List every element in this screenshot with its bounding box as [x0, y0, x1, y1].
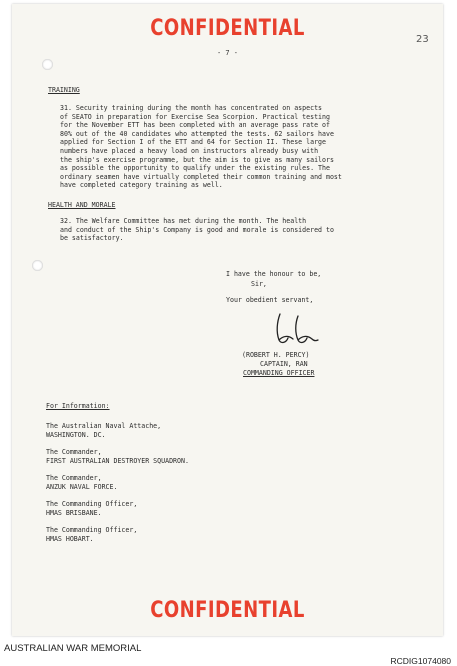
training-line: of SEATO in preparation for Exercise Sea Scorpion. Practical testing [60, 112, 330, 121]
signatory-name: (ROBERT H. PERCY) [242, 351, 310, 359]
distribution-line: WASHINGTON. DC. [46, 430, 106, 439]
health-line: 32. The Welfare Committee has met during the month. The health [60, 217, 307, 225]
training-line: have completed category training as well. [60, 181, 223, 190]
distribution-line: The Australian Naval Attache, [46, 422, 162, 430]
training-line: 80% out of the 40 candidates who attempted the tests. 62 sailors have [60, 129, 334, 138]
health-line: and conduct of the Ship's Company is good and morale is considered to [60, 225, 334, 234]
distribution-line: The Commanding Officer, [46, 500, 138, 508]
training-line: for the November ETT has been completed with an average pass rate of [60, 121, 330, 130]
archive-id: RCDIG1074080 [390, 656, 451, 666]
confidential-stamp-bottom: CONFIDENTIAL [150, 598, 305, 623]
signatory-title: COMMANDING OFFICER [243, 369, 315, 377]
training-line: numbers have placed a heavy load on instructors already busy with [60, 146, 319, 155]
training-line: the ship's exercise programme, but the aim is to give as many sailors [60, 155, 334, 164]
distribution-line: The Commander, [46, 448, 102, 456]
distribution-line: HMAS HOBART. [46, 534, 94, 543]
health-heading: HEALTH AND MORALE [48, 201, 116, 209]
document-page [12, 4, 443, 636]
distribution-entry [46, 474, 117, 491]
archive-credit: AUSTRALIAN WAR MEMORIAL [4, 643, 142, 654]
distribution-line: FIRST AUSTRALIAN DESTROYER SQUADRON. [46, 456, 189, 465]
training-heading: TRAINING [48, 86, 80, 94]
distribution-entry [46, 526, 137, 543]
distribution-line: ANZUK NAVAL FORCE. [46, 482, 118, 491]
page-number: - 7 - [216, 49, 239, 57]
distribution-line: The Commanding Officer, [46, 526, 138, 534]
distribution-heading: For Information: [46, 402, 110, 410]
closing-servant: Your obedient servant, [226, 296, 314, 304]
training-line: as possible the opportunity to qualify under the existing rules. The [60, 164, 330, 173]
closing-sir: Sir, [251, 280, 267, 288]
distribution-entry [46, 448, 189, 465]
confidential-stamp-top: CONFIDENTIAL [150, 16, 305, 41]
folio-number: 23 [416, 34, 429, 45]
signatory-rank: CAPTAIN, RAN [260, 360, 308, 368]
punch-hole-top [42, 59, 53, 70]
distribution-entry [46, 500, 137, 517]
distribution-entry [46, 422, 161, 439]
distribution-line: The Commander, [46, 474, 102, 482]
punch-hole-middle [32, 260, 43, 271]
training-paragraph [60, 104, 380, 190]
health-line: be satisfactory. [60, 234, 124, 243]
training-line: applied for Section I of the ETT and 64 for Section II. These large [60, 138, 326, 147]
closing-honour: I have the honour to be, [226, 270, 322, 278]
training-line: ordinary seamen have virtually completed their common training and most [60, 172, 342, 181]
signature [274, 310, 324, 346]
distribution-line: HMAS BRISBANE. [46, 508, 102, 517]
training-line: 31. Security training during the month has concentrated on aspects [60, 104, 323, 112]
health-paragraph [60, 217, 380, 243]
